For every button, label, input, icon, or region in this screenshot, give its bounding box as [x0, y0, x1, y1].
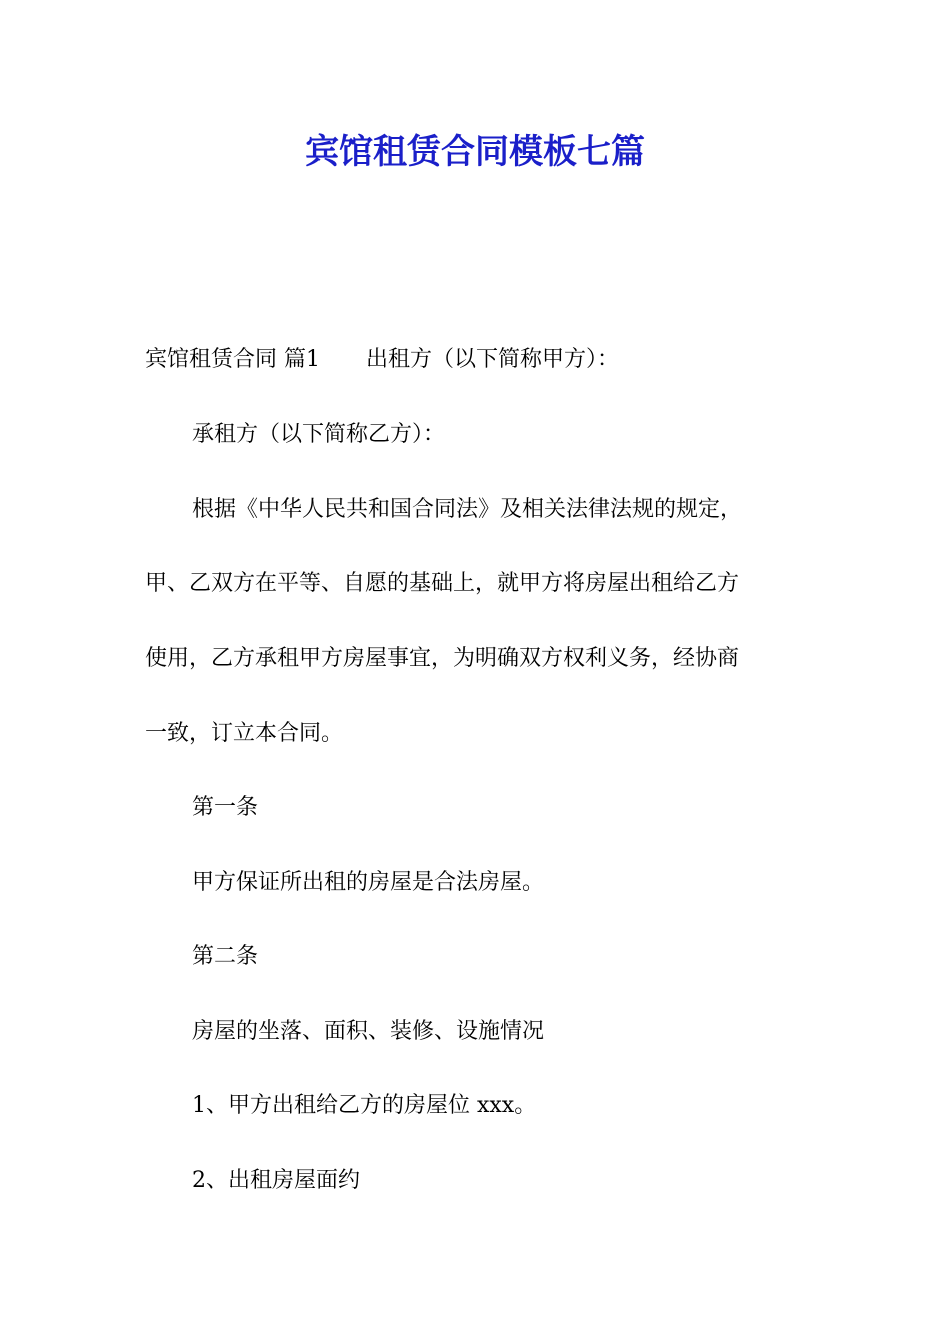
- preamble-line-1: 根据《中华人民共和国合同法》及相关法律法规的规定，: [192, 497, 743, 522]
- lessee-line: 承租方（以下简称乙方）：: [192, 422, 446, 447]
- article-2-heading: 第二条: [192, 944, 259, 969]
- article-2-text: 房屋的坐落、面积、装修、设施情况: [192, 1019, 545, 1044]
- article-1-text: 甲方保证所出租的房屋是合法房屋。: [192, 870, 545, 895]
- contract-section-label: 宾馆租赁合同 篇1: [145, 347, 320, 372]
- article-1-heading: 第一条: [192, 795, 259, 820]
- contract-heading-line: [145, 344, 815, 376]
- preamble-line-3: 使用，乙方承租甲方房屋事宜，为明确双方权利义务，经协商: [145, 646, 740, 671]
- article-2-item-1: 1、甲方出租给乙方的房屋位 xxx。: [192, 1093, 537, 1118]
- document-title: 宾馆租赁合同模板七篇: [305, 132, 645, 172]
- lessor-line: 出租方（以下简称甲方）：: [366, 347, 620, 372]
- preamble-line-2: 甲、乙双方在平等、自愿的基础上，就甲方将房屋出租给乙方: [145, 571, 740, 596]
- preamble-line-4: 一致，订立本合同。: [145, 721, 344, 746]
- article-2-item-2: 2、出租房屋面约: [192, 1168, 360, 1193]
